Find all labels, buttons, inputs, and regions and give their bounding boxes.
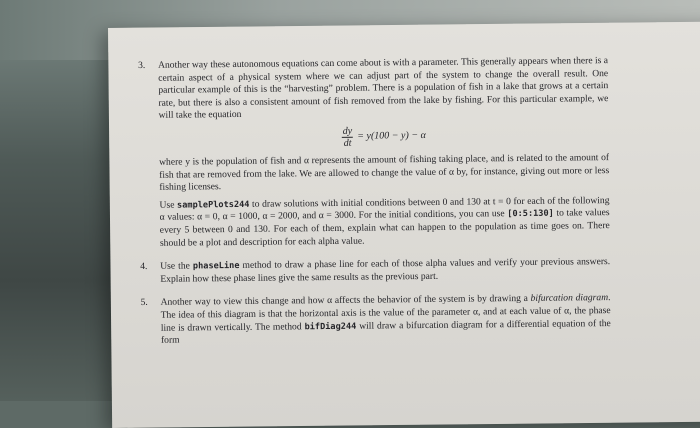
q3-task-text-c: to take values every 5 between 0 and 130. For each of them, explain what can happen to the population as time goes on. There should be a plot and description for each alpha value. (159, 207, 610, 249)
derivative-denominator: dt (343, 137, 352, 149)
question-4 (140, 256, 610, 286)
q3-task-text-a: Use (159, 199, 178, 211)
q5-text-a: Another way to view this change and how α affects the behavior of the system is by drawing a (160, 293, 531, 309)
code-phaseline: phaseLine (192, 261, 240, 272)
derivative-numerator: dy (342, 125, 353, 137)
q3-task-paragraph (159, 195, 610, 250)
question-number: 3. (138, 59, 146, 71)
question-number: 5. (140, 297, 148, 309)
differential-equation (159, 123, 609, 151)
code-initial-range: [0:5:130] (507, 208, 554, 220)
code-bifdiag: bifDiag244 (304, 321, 357, 332)
derivative-fraction (342, 126, 354, 149)
q3-intro-paragraph: Another way these autonomous equations can come about is with a parameter. This generally appears when there is a certain aspect of a physical system where we can adjust part of the system to change the overall result. One particular example of this is the “harvesting” problem. There is a population of fish in a lake that grows at a certain rate, but there is also a consistent amount of fish removed from the lake by fishing. For this particular example, we will take the equation (157, 55, 609, 122)
equation-rhs: = y(100 − y) − α (357, 130, 426, 142)
question-number: 4. (140, 261, 148, 273)
q4-paragraph (160, 256, 610, 286)
q3-task-text-b: to draw solutions with initial conditions between 0 and 130 at t = 0 for each of the following α values: α = 0, α = 1000, α = 2000, and α = 3000. For the initial conditions, you can use (159, 194, 610, 224)
q5-paragraph (160, 292, 611, 347)
q3-variables-paragraph: where y is the population of fish and α represents the amount of fishing taking place, and is related to the amount of fish that are removed from the lake. We are allowed to change the value of α by, for instance, giving out more or less fishing licenses. (159, 152, 610, 193)
document-text (138, 55, 611, 359)
q4-text-b: method to draw a phase line for each of those alpha values and verify your previous answers. Explain how these phase lines give the same results as the previous part. (160, 256, 611, 285)
question-5 (140, 292, 611, 347)
q5-text-c: will draw a bifurcation diagram for a differential equation of the form (160, 317, 611, 346)
code-sampleplots: samplePlots244 (176, 199, 250, 211)
q4-text-a: Use the (160, 260, 193, 272)
q5-text-b: . The idea of this diagram is that the horizontal axis is the value of the parameter α, and at each value of α, the phase line is drawn vertically. The method (160, 292, 611, 334)
bifurcation-term: bifurcation diagram (530, 292, 609, 305)
question-3 (138, 55, 610, 250)
